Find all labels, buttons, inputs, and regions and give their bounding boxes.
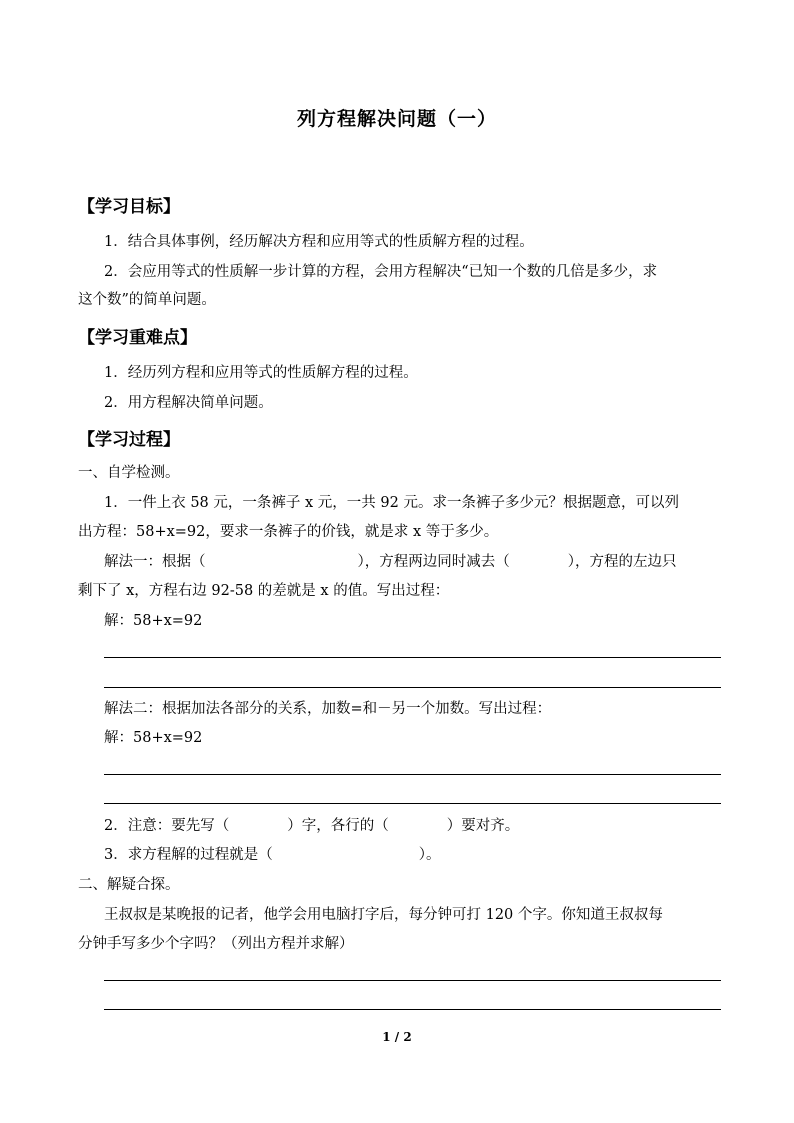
q1-line1: 1．一件上衣 58 元，一条裤子 x 元，一共 92 元。求一条裤子多少元？根据题意，可以列 (104, 495, 679, 511)
answer-line[interactable] (104, 980, 721, 981)
method1-part-b: ），方程两边同时减去（ (357, 554, 510, 570)
part2-line2: 分钟手写多少个字吗？（列出方程并求解） (78, 936, 354, 952)
page-number: 1 / 2 (382, 1030, 412, 1044)
note-part-a: 2．注意：要先写（ (104, 818, 230, 834)
answer-line[interactable] (104, 803, 721, 804)
goal-item-1: 1．结合具体事例，经历解决方程和应用等式的性质解方程的过程。 (104, 234, 534, 250)
key-point-2: 2．用方程解决简单问题。 (104, 395, 273, 411)
method1-part-a: 解法一：根据（ (104, 554, 206, 570)
method1-line1 (104, 553, 677, 571)
note-part-b: ）字，各行的（ (287, 818, 389, 834)
q3-part-b: ）。 (418, 847, 441, 863)
process-heading: 【学习过程】 (78, 430, 180, 450)
page-title: 列方程解决问题（一） (296, 108, 497, 130)
solution1: 解：58+x=92 (104, 613, 203, 629)
answer-line[interactable] (104, 774, 721, 775)
note-part-c: ）要对齐。 (446, 818, 520, 834)
solution2: 解：58+x=92 (104, 730, 203, 746)
goal-item-2-cont: 这个数”的简单问题。 (78, 292, 216, 308)
answer-line[interactable] (104, 657, 721, 658)
goals-heading: 【学习目标】 (78, 197, 180, 217)
part1-title: 一、自学检测。 (78, 465, 180, 481)
answer-line[interactable] (104, 687, 721, 688)
goal-item-2: 2．会应用等式的性质解一步计算的方程，会用方程解决“已知一个数的几倍是多少，求 (104, 264, 658, 280)
key-points-heading: 【学习重难点】 (78, 328, 197, 348)
answer-line[interactable] (104, 1009, 721, 1010)
note-line (104, 817, 519, 835)
method1-part-c: ），方程的左边只 (567, 554, 677, 570)
method1-line2: 剩下了 x，方程右边 92-58 的差就是 x 的值。写出过程： (78, 583, 450, 599)
key-point-1: 1．经历列方程和应用等式的性质解方程的过程。 (104, 365, 418, 381)
part2-title: 二、解疑合探。 (78, 877, 180, 893)
q3-part-a: 3．求方程解的过程就是（ (104, 847, 273, 863)
part2-line1: 王叔叔是某晚报的记者，他学会用电脑打字后，每分钟可打 120 个字。你知道王叔叔每 (104, 907, 663, 923)
q3-line (104, 846, 440, 864)
q1-line2: 出方程：58+x=92，要求一条裤子的价钱，就是求 x 等于多少。 (78, 524, 499, 540)
method2: 解法二：根据加法各部分的关系，加数=和－另一个加数。写出过程： (104, 701, 552, 717)
